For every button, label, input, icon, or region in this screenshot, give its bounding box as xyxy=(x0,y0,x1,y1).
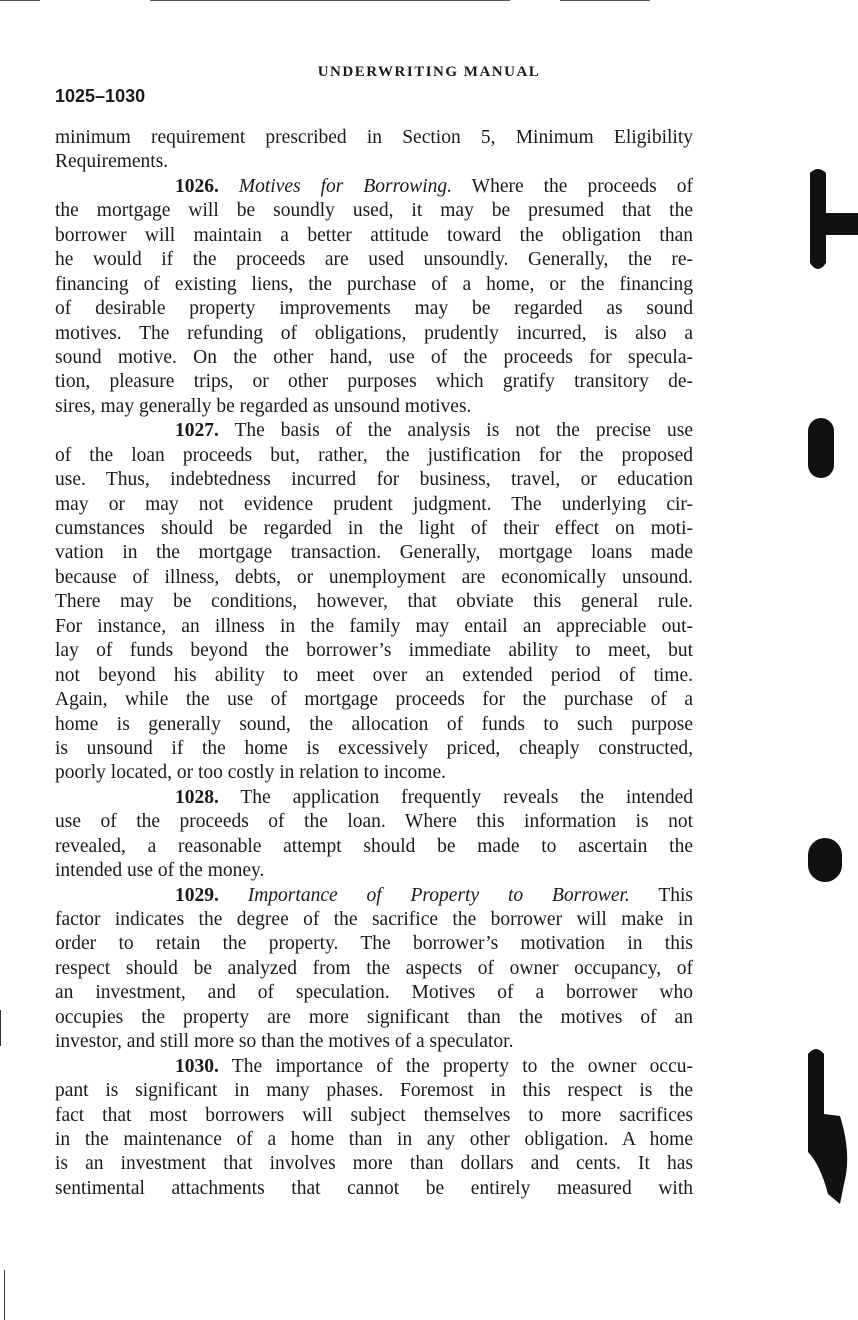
text-line xyxy=(55,346,693,370)
section-number: 1026. xyxy=(175,175,219,197)
text-line xyxy=(55,835,693,859)
text-line xyxy=(55,664,693,688)
running-head: UNDERWRITING MANUAL xyxy=(317,64,541,80)
text-line xyxy=(55,541,693,565)
text-line xyxy=(55,419,693,443)
text-line xyxy=(55,566,693,590)
line-text: Requirements. xyxy=(55,151,169,173)
text-line xyxy=(55,150,693,174)
line-text: may or may not evidence prudent judgment. The underlying cir- xyxy=(55,493,693,515)
text-line xyxy=(55,126,693,150)
line-text: vation in the mortgage transaction. Generally, mortgage loans made xyxy=(55,542,693,564)
text-line xyxy=(55,224,693,248)
line-text: financing of existing liens, the purchase of a home, or the financing xyxy=(55,273,693,295)
text-line xyxy=(55,981,693,1005)
text-line xyxy=(55,810,693,834)
section-number: 1030. xyxy=(175,1055,219,1077)
section-range: 1025–1030 xyxy=(55,86,146,106)
text-line xyxy=(55,688,693,712)
text-line xyxy=(55,248,693,272)
text-line xyxy=(55,859,693,883)
line-text: use of the proceeds of the loan. Where this information is not xyxy=(55,811,693,833)
line-text: fact that most borrowers will subject themselves to more sacrifices xyxy=(55,1104,693,1126)
line-text: borrower will maintain a better attitude toward the obligation than xyxy=(55,224,693,246)
binder-mark-bottom xyxy=(800,1044,858,1204)
line-text: cumstances should be regarded in the light of their effect on moti- xyxy=(55,518,693,539)
text-line xyxy=(55,1104,693,1128)
binder-mark-dot xyxy=(808,838,842,882)
line-text: order to retain the property. The borrower’s motivation in this xyxy=(55,933,693,955)
line-text: of desirable property improvements may be regarded as sound xyxy=(55,298,693,320)
scan-mark-left-bottom xyxy=(4,1270,5,1320)
line-text: sound motive. On the other hand, use of the proceeds for specula- xyxy=(55,346,693,368)
section-title: Importance of Property to Borrower. xyxy=(247,884,630,906)
binder-mark-oval xyxy=(808,418,834,478)
binder-mark-top xyxy=(800,165,858,275)
text-line xyxy=(55,395,693,419)
text-line xyxy=(55,1152,693,1176)
line-text: use. Thus, indebtedness incurred for business, travel, or education xyxy=(55,469,693,491)
line-text: sentimental attachments that cannot be entirely measured with xyxy=(55,1177,693,1199)
line-text: There may be conditions, however, that obviate this general rule. xyxy=(55,591,693,613)
line-text: motives. The refunding of obligations, prudently incurred, is also a xyxy=(55,322,693,344)
line-text: pant is significant in many phases. Foremost in this respect is the xyxy=(55,1080,693,1102)
text-line xyxy=(55,639,693,663)
scan-mark-left xyxy=(0,1010,1,1046)
text-line xyxy=(55,590,693,614)
line-text: not beyond his ability to meet over an extended period of time. xyxy=(55,664,693,686)
line-text: the mortgage will be soundly used, it may be presumed that the xyxy=(55,200,693,222)
line-text: sires, may generally be regarded as unsound motives. xyxy=(55,395,472,417)
text-line xyxy=(55,615,693,639)
line-text: revealed, a reasonable attempt should be made to ascertain the xyxy=(55,835,693,857)
line-text: occupies the property are more significant than the motives of an xyxy=(55,1006,693,1028)
text-line xyxy=(55,1177,693,1201)
text-line xyxy=(55,468,693,492)
text-line xyxy=(55,761,693,785)
text-line xyxy=(55,1006,693,1030)
text-line xyxy=(55,322,693,346)
text-line xyxy=(55,1128,693,1152)
text-line xyxy=(55,884,693,908)
top-rule-right xyxy=(560,0,650,1)
text-line xyxy=(55,199,693,223)
line-text: is unsound if the home is excessively priced, cheaply constructed, xyxy=(55,737,693,759)
line-text: intended use of the money. xyxy=(55,860,265,882)
line-text: The importance of the property to the owner occu- xyxy=(231,1055,693,1077)
text-line xyxy=(55,297,693,321)
section-number: 1028. xyxy=(175,786,219,808)
body-text xyxy=(55,126,693,1201)
line-text: The basis of the analysis is not the precise use xyxy=(234,420,693,442)
line-text: home is generally sound, the allocation of funds to such purpose xyxy=(55,713,693,735)
section-number: 1027. xyxy=(175,420,219,442)
line-text: lay of funds beyond the borrower’s immediate ability to meet, but xyxy=(55,640,693,662)
text-line xyxy=(55,1030,693,1054)
text-line xyxy=(55,786,693,810)
text-line xyxy=(55,932,693,956)
text-line xyxy=(55,713,693,737)
section-title: Motives for Borrowing. xyxy=(238,175,453,197)
text-line xyxy=(55,370,693,394)
line-text: Where the proceeds of xyxy=(452,175,693,197)
line-text: This xyxy=(629,884,693,906)
text-line xyxy=(55,175,693,199)
line-text: The application frequently reveals the intended xyxy=(240,786,693,808)
text-line xyxy=(55,1055,693,1079)
line-text: is an investment that involves more than dollars and cents. It has xyxy=(55,1153,693,1175)
top-rule-left xyxy=(0,0,40,1)
line-text: he would if the proceeds are used unsoundly. Generally, the re- xyxy=(55,249,693,271)
text-line xyxy=(55,444,693,468)
text-line xyxy=(55,908,693,932)
line-text: For instance, an illness in the family may entail an appreciable out- xyxy=(55,615,693,637)
line-text: poorly located, or too costly in relation to income. xyxy=(55,762,446,784)
line-text: tion, pleasure trips, or other purposes which gratify transitory de- xyxy=(55,371,693,393)
line-text: factor indicates the degree of the sacrifice the borrower will make in xyxy=(55,909,693,930)
text-line xyxy=(55,517,693,541)
text-line xyxy=(55,737,693,761)
text-line xyxy=(55,273,693,297)
line-text: respect should be analyzed from the aspects of owner occupancy, of xyxy=(55,957,693,979)
text-line xyxy=(55,493,693,517)
line-text: Again, while the use of mortgage proceeds for the purchase of a xyxy=(55,689,693,711)
line-text: in the maintenance of a home than in any other obligation. A home xyxy=(55,1128,693,1150)
line-text: an investment, and of speculation. Motives of a borrower who xyxy=(55,982,693,1004)
line-text: of the loan proceeds but, rather, the justification for the proposed xyxy=(55,444,693,466)
line-text: investor, and still more so than the motives of a speculator. xyxy=(55,1031,514,1053)
section-number: 1029. xyxy=(175,884,219,906)
line-text: minimum requirement prescribed in Section 5, Minimum Eligibility xyxy=(55,127,693,148)
text-line xyxy=(55,957,693,981)
line-text: because of illness, debts, or unemployment are economically unsound. xyxy=(55,566,693,588)
text-line xyxy=(55,1079,693,1103)
top-rule-center xyxy=(150,0,510,1)
